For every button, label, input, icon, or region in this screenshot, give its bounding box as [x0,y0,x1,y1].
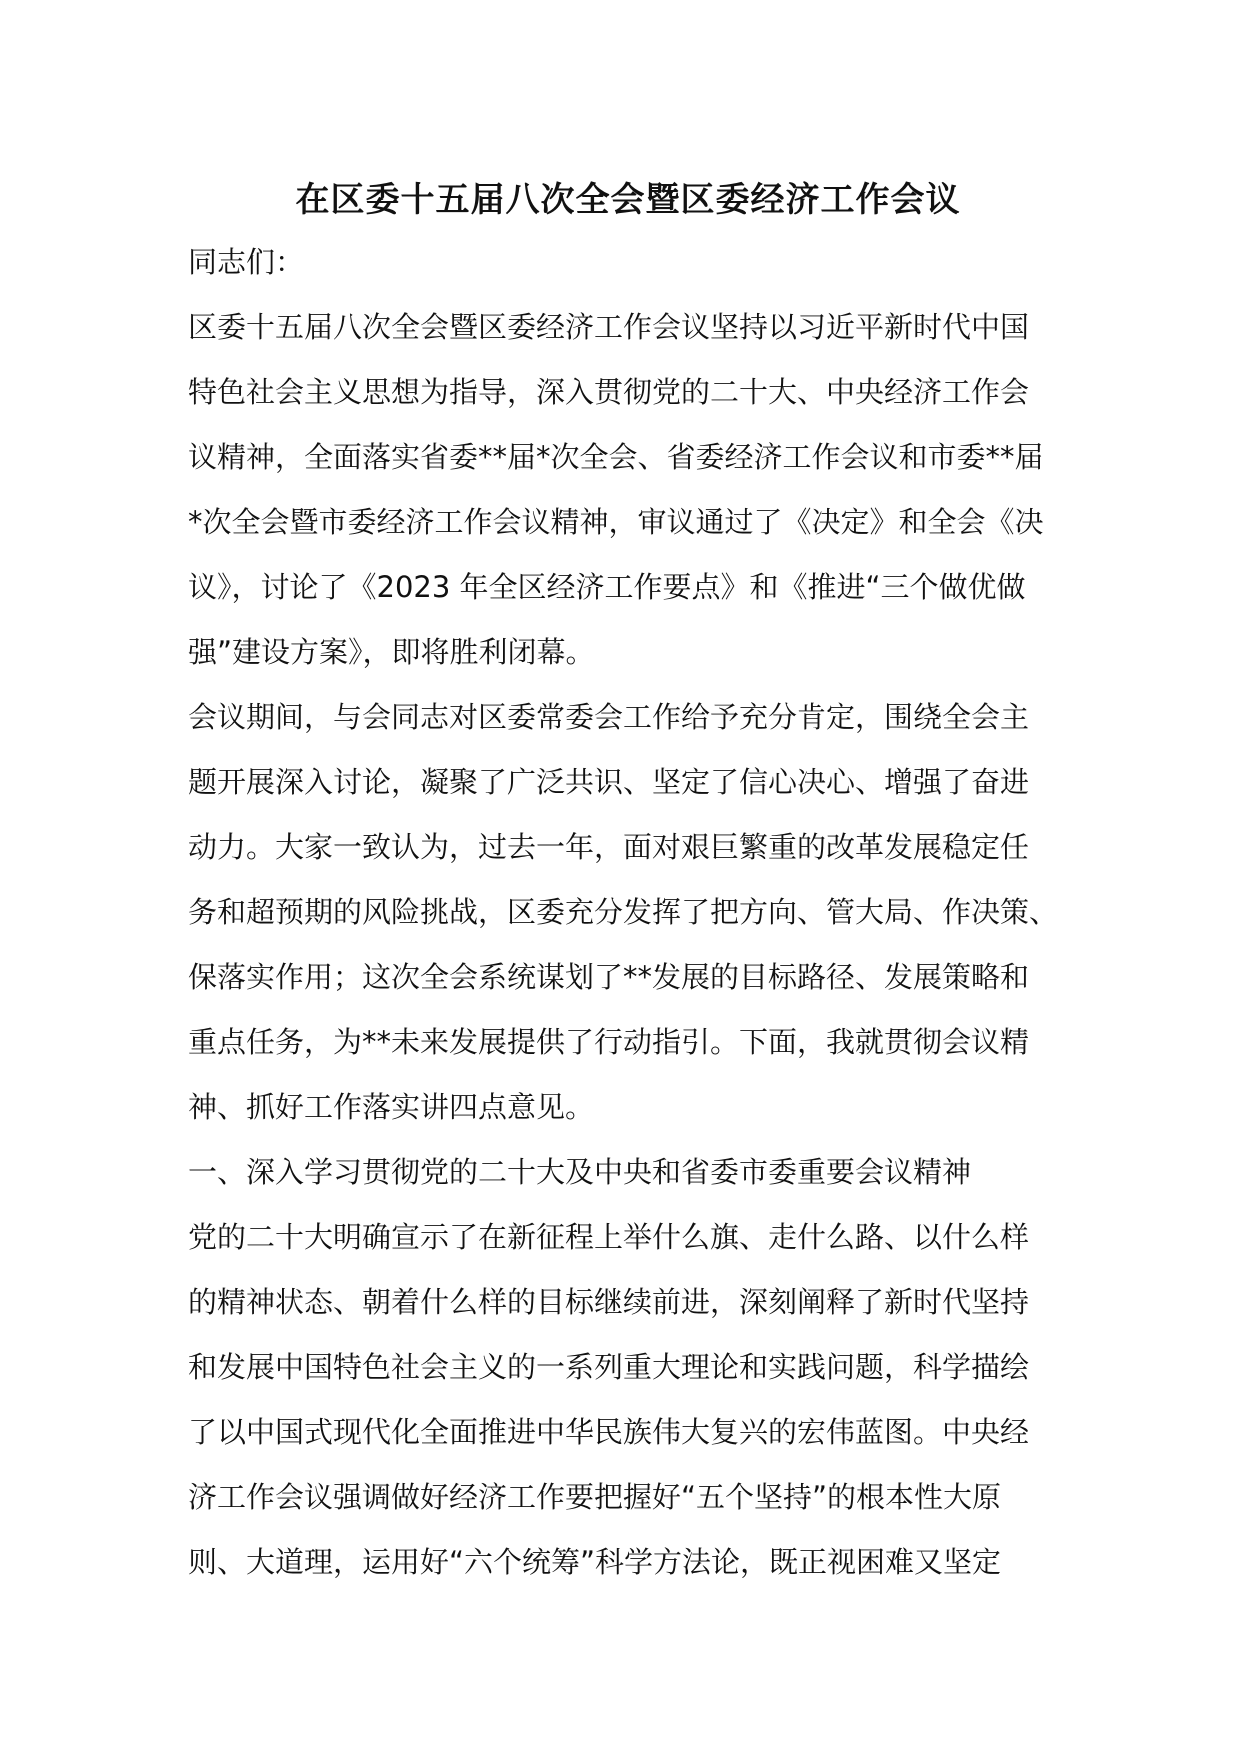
paragraph-3-line: 党的二十大明确宣示了在新征程上举什么旗、走什么路、以什么样 [188,1220,1030,1254]
paragraph-2-line: 重点任务，为**未来发展提供了行动指引。下面，我就贯彻会议精 [188,1025,1030,1059]
document-title: 在区委十五届八次全会暨区委经济工作会议 [295,180,961,220]
paragraph-1-line: *次全会暨市委经济工作会议精神，审议通过了《决定》和全会《决 [188,505,1044,539]
paragraph-1-line: 区委十五届八次全会暨区委经济工作会议坚持以习近平新时代中国 [188,310,1030,344]
paragraph-2-line: 动力。大家一致认为，过去一年，面对艰巨繁重的改革发展稳定任 [188,830,1030,864]
section-heading-1: 一、深入学习贯彻党的二十大及中央和省委市委重要会议精神 [188,1155,972,1189]
paragraph-3-line: 了以中国式现代化全面推进中华民族伟大复兴的宏伟蓝图。中央经 [188,1415,1030,1449]
paragraph-2-line: 神、抓好工作落实讲四点意见。 [188,1090,595,1124]
paragraph-2-line: 会议期间，与会同志对区委常委会工作给予充分肯定，围绕全会主 [188,700,1030,734]
paragraph-1-line: 强”建设方案》，即将胜利闭幕。 [188,635,595,669]
paragraph-2-line: 保落实作用；这次全会系统谋划了**发展的目标路径、发展策略和 [188,960,1030,994]
paragraph-1-line: 特色社会主义思想为指导，深入贯彻党的二十大、中央经济工作会 [188,375,1030,409]
paragraph-3-line: 和发展中国特色社会主义的一系列重大理论和实践问题，科学描绘 [188,1350,1030,1384]
paragraph-2-line: 务和超预期的风险挑战，区委充分发挥了把方向、管大局、作决策、 [188,895,1059,929]
document-body [188,170,1068,1595]
paragraph-1-line: 议》，讨论了《2023 年全区经济工作要点》和《推进“三个做优做 [188,570,1026,604]
paragraph-3-line: 济工作会议强调做好经济工作要把握好“五个坚持”的根本性大原 [188,1480,1002,1514]
paragraph-3-line: 则、大道理，运用好“六个统筹”科学方法论，既正视困难又坚定 [188,1545,1002,1579]
salutation-line: 同志们： [188,245,305,279]
paragraph-3-line: 的精神状态、朝着什么样的目标继续前进，深刻阐释了新时代坚持 [188,1285,1030,1319]
paragraph-1-line: 议精神，全面落实省委**届*次全会、省委经济工作会议和市委**届 [188,440,1044,474]
paragraph-2-line: 题开展深入讨论，凝聚了广泛共识、坚定了信心决心、增强了奋进 [188,765,1030,799]
